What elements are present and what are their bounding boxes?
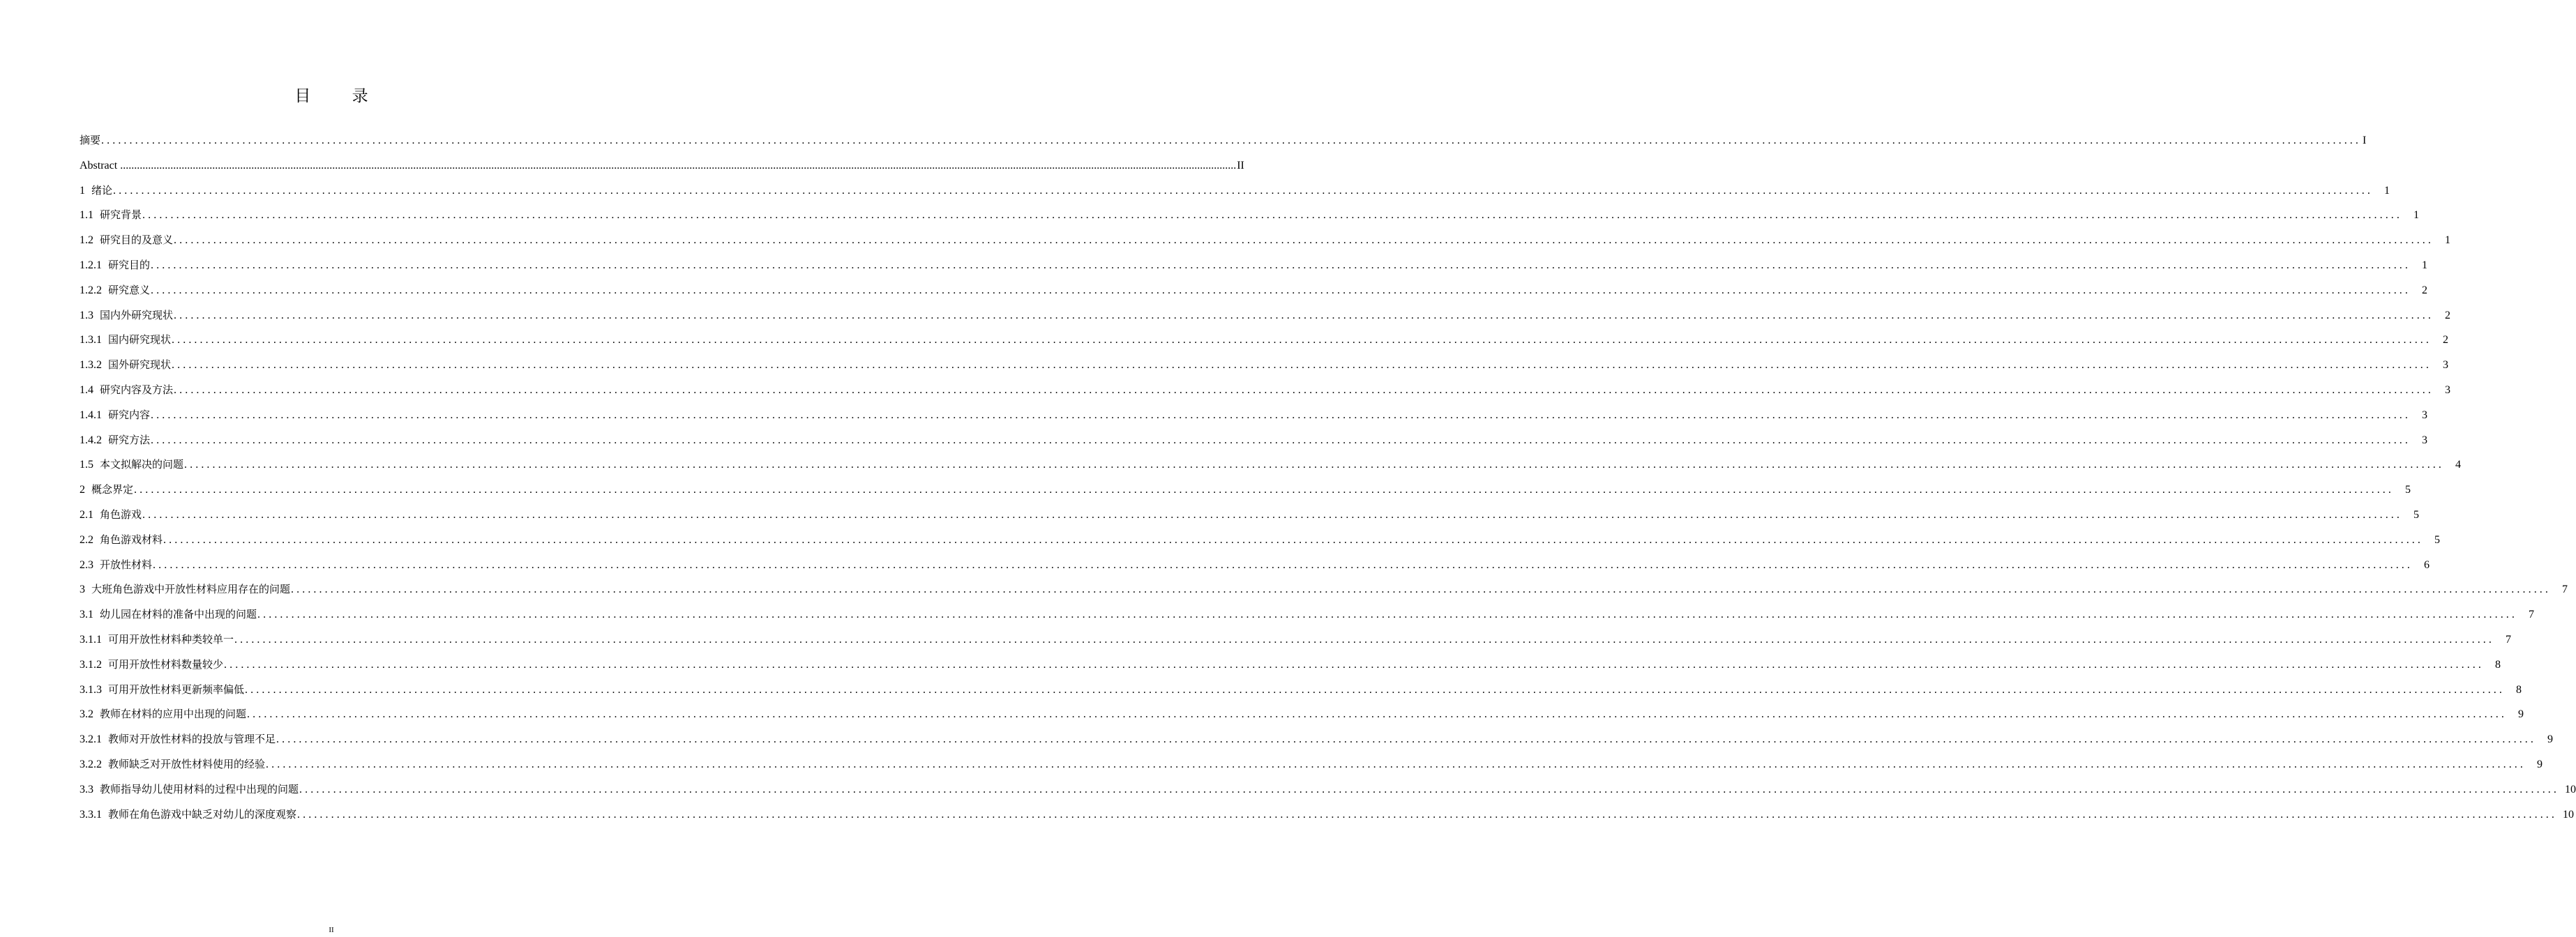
toc-entry-page: 2 — [2422, 284, 2428, 296]
toc-entry[interactable] — [80, 777, 2576, 802]
toc-entry[interactable] — [80, 678, 2522, 703]
toc-entry-label — [80, 478, 133, 503]
toc-entry[interactable] — [80, 328, 2449, 353]
toc-dot-leader: ................................................................................................................................................................................................................................................................................................................................................................................................................ — [151, 434, 2411, 446]
toc-entry-title: 摘要 — [80, 134, 101, 146]
toc-entry-label — [80, 602, 257, 627]
toc-entry-page: 1 — [2413, 209, 2420, 222]
toc-entry-title: 国内研究现状 — [108, 333, 172, 346]
toc-entry[interactable] — [80, 627, 2512, 653]
toc-entry-title: 研究内容及方法 — [100, 383, 174, 396]
toc-dot-leader: ................................................................................................................................................................................................................................................................................................................................................................................................................ — [163, 533, 2424, 546]
toc-entry-number: 3.3 — [80, 783, 93, 795]
toc-entry-page: 10 — [2563, 808, 2575, 821]
toc-entry-number: 3.2.2 — [80, 758, 102, 770]
toc-entry-number: 3 — [80, 584, 85, 596]
toc-entry-number: 1.2.2 — [80, 284, 102, 296]
toc-entry-label — [80, 727, 276, 752]
toc-entry-title: 可用开放性材料数量较少 — [108, 657, 224, 671]
toc-entry[interactable] — [80, 752, 2543, 777]
toc-entry-number: 2 — [80, 484, 85, 496]
toc-entry-label — [80, 428, 150, 453]
toc-entry-title: 绪论 — [91, 183, 113, 197]
toc-entry-title: 研究意义 — [108, 283, 151, 296]
toc-entry-number: 3.1.1 — [80, 633, 102, 646]
toc-entry[interactable] — [80, 702, 2524, 727]
toc-entry-number: 3.1.2 — [80, 658, 102, 671]
toc-dot-leader: ................................................................................................................................................................................................................................................................................................................................................................................................................ — [247, 708, 2508, 721]
toc-entry-number: 1.4 — [80, 383, 93, 396]
toc-entry-label — [80, 752, 265, 777]
toc-dot-leader: ................................................................................................................................................................................................................................................................................................................................................................................................................ — [299, 783, 2560, 795]
toc-dot-leader: ................................................................................................................................................................................................................................................................................................................................................................................................................ — [245, 683, 2506, 696]
toc-entry-title: 概念界定 — [91, 483, 134, 496]
toc-entry-page: 6 — [2424, 558, 2430, 571]
toc-entry-number: 1.4.1 — [80, 409, 102, 421]
toc-entry-page: II — [1237, 159, 1244, 172]
toc-entry-number: 2.1 — [80, 508, 93, 521]
toc-dot-leader: ................................................................................................................................................................................................................................................................................................................................................................................................................ — [174, 383, 2434, 396]
toc-entry-title: 角色游戏 — [100, 508, 142, 521]
toc-entry-page: 9 — [2537, 758, 2543, 770]
toc-entry[interactable] — [80, 128, 2367, 153]
toc-entry-label — [80, 503, 142, 528]
toc-entry-title: 本文拟解决的问题 — [100, 458, 184, 471]
toc-entry-label — [80, 777, 299, 802]
toc-entry-number: 1.4.2 — [80, 434, 102, 446]
toc-entry[interactable] — [80, 278, 2428, 303]
toc-dot-leader: ................................................................................................................................................................................................................................................................................................................................................................................................................ — [172, 359, 2432, 372]
toc-dot-leader: ................................................................................................................................................................................................................................................................................................................................................................................................................ — [266, 758, 2526, 770]
toc-dot-leader: ................................................................................................................................................................................................................................................................................................................................................................................................................ — [276, 733, 2537, 746]
toc-entry-title: 教师在角色游戏中缺乏对幼儿的深度观察 — [108, 807, 297, 821]
toc-entry-page: 1 — [2422, 259, 2428, 271]
toc-entry-page: 5 — [2413, 508, 2420, 521]
toc-entry-title: 研究方法 — [108, 433, 151, 446]
toc-entry-label — [80, 278, 150, 303]
toc-entry-number: 1.2.1 — [80, 259, 102, 271]
toc-entry-page: 7 — [2506, 633, 2512, 646]
toc-dot-leader: ................................................................................................................................................................................................................................................................................................................................................................................................................ — [224, 658, 2485, 671]
toc-entry-page: 2 — [2443, 334, 2449, 346]
toc-entry-label — [80, 627, 234, 653]
toc-entry-page: 10 — [2565, 783, 2576, 795]
toc-entry[interactable] — [80, 553, 2430, 578]
toc-entry[interactable] — [80, 503, 2420, 528]
toc-entry-title: 角色游戏材料 — [100, 533, 163, 546]
toc-entry-label — [80, 678, 244, 703]
toc-entry-label — [80, 303, 173, 328]
toc-entry-title: 研究背景 — [100, 208, 142, 222]
toc-entry[interactable] — [80, 378, 2451, 403]
toc-entry-page: 7 — [2562, 584, 2568, 596]
toc-entry-number: 2.2 — [80, 533, 93, 546]
toc-entry[interactable] — [80, 403, 2428, 428]
toc-entry-number: 2.3 — [80, 558, 93, 571]
toc-dot-leader: ................................................................................................................................................................................................................................................................................................................................................................................................................ — [291, 584, 2552, 596]
toc-entry-title: 可用开放性材料更新频率偏低 — [108, 683, 245, 696]
toc-entry-number: 3.1.3 — [80, 683, 102, 696]
toc-entry-page: 3 — [2443, 359, 2449, 372]
toc-entry-title: 教师缺乏对开放性材料使用的经验 — [108, 757, 266, 770]
toc-entry-page: 5 — [2434, 533, 2441, 546]
toc-dot-leader: ................................................................................................................................................................................................................................................................................................................................................................................................................ — [257, 609, 2518, 621]
page-title: 目 录 — [294, 87, 386, 105]
toc-entry-number: 3.1 — [80, 609, 93, 621]
toc-entry-title: 大班角色游戏中开放性材料应用存在的问题 — [91, 583, 291, 596]
toc-entry-page: 9 — [2547, 733, 2554, 746]
toc-entry-label — [80, 452, 183, 478]
toc-dot-leader: ................................................................................................................................................................................................................................................................................................................................................................................................................ — [113, 184, 2374, 197]
toc-entry-number: 1.5 — [80, 459, 93, 471]
toc-entry-page: 7 — [2529, 609, 2535, 621]
page-number: II — [329, 926, 334, 934]
toc-entry-title: 研究内容 — [108, 408, 151, 421]
toc-dot-leader: ................................................................................................................................................................................................................................................................................................................................................................................................................ — [153, 558, 2413, 571]
toc-entry[interactable] — [80, 303, 2451, 328]
toc-dot-leader: ................................................................................................................................................................................................................................................................................................................................................................................................................ — [172, 334, 2432, 346]
toc-entry-label — [80, 403, 150, 428]
toc-entry-page: 8 — [2495, 658, 2501, 671]
toc-entry-page: 8 — [2516, 683, 2522, 696]
toc-entry-page: 1 — [2384, 184, 2390, 197]
toc-entry[interactable] — [80, 228, 2451, 253]
toc-entry-title: 教师对开放性材料的投放与管理不足 — [108, 733, 276, 746]
toc-entry[interactable] — [80, 452, 2462, 478]
toc-entry-number: 1.3 — [80, 309, 93, 321]
toc-entry-number: 1.3.2 — [80, 359, 102, 372]
toc-entry-title: 研究目的 — [108, 258, 151, 271]
toc-entry-page: 4 — [2455, 459, 2462, 471]
toc-dot-leader: ................................................................................................................................................................................................................................................................................................................................................................................................................ — [134, 484, 2395, 496]
toc-entry-label — [80, 228, 173, 253]
toc-dot-leader: ................................................................................................................................................................................................................................................................................................................................................................................................................ — [142, 508, 2403, 521]
toc-entry-page: 3 — [2422, 434, 2428, 446]
toc-entry[interactable] — [80, 253, 2428, 278]
toc-dot-leader: ................................................................................................................................................................................................................................................................................................................................................................................................................ — [101, 135, 2362, 146]
toc-entry[interactable] — [80, 203, 2420, 228]
toc-entry-label — [80, 553, 152, 578]
toc-entry-number: 1.3.1 — [80, 334, 102, 346]
toc-entry-label — [80, 528, 163, 553]
toc-entry-title: 幼儿园在材料的准备中出现的问题 — [100, 608, 257, 621]
toc-entry[interactable] — [80, 528, 2441, 553]
toc-entry-label — [80, 702, 246, 727]
toc-entry-label — [80, 203, 142, 228]
toc-entry-page: 3 — [2422, 409, 2428, 421]
toc-dot-leader: ................................................................................................................................................................................................................................................................................................................................................................................................................ — [297, 808, 2558, 821]
toc-entry-label — [80, 802, 296, 828]
toc-entry-title: 国内外研究现状 — [100, 308, 174, 321]
toc-entry-title: 国外研究现状 — [108, 358, 172, 372]
toc-entry[interactable] — [80, 428, 2428, 453]
toc-entry-page: I — [2363, 135, 2367, 146]
toc-entry[interactable] — [80, 153, 1244, 178]
toc-entry-label — [80, 153, 117, 178]
toc-dot-leader: ................................................................................................................................................................................................................................................................................................................................................................................................................ — [234, 633, 2495, 646]
toc-entry[interactable] — [80, 478, 2411, 503]
toc-entry-page: 3 — [2445, 383, 2451, 396]
toc-entry-label — [80, 128, 100, 153]
toc-entry-label — [80, 653, 223, 678]
toc-entry-number: 1.2 — [80, 234, 93, 247]
toc-entry-page: 9 — [2518, 708, 2524, 721]
toc-entry[interactable] — [80, 602, 2535, 627]
toc-entry[interactable] — [80, 353, 2449, 378]
toc-entry-number: 3.3.1 — [80, 808, 102, 821]
toc-entry-title: Abstract — [80, 159, 118, 172]
toc-entry-page: 2 — [2445, 309, 2451, 321]
toc-dot-leader: ................................................................................................................................................................................................................................................................................................................................................................................................................ — [151, 409, 2411, 421]
table-of-contents — [80, 128, 2576, 827]
toc-dot-leader: ................................................................................................................................................................................................................................................................................................................................................................................................................ — [151, 259, 2411, 271]
toc-entry-label — [80, 353, 171, 378]
toc-entry-number: 3.2.1 — [80, 733, 102, 746]
toc-entry[interactable] — [80, 727, 2554, 752]
toc-entry-title: 教师指导幼儿使用材料的过程中出现的问题 — [100, 782, 299, 795]
toc-entry-label — [80, 178, 112, 204]
toc-entry-label — [80, 328, 171, 353]
toc-entry[interactable] — [80, 577, 2568, 602]
toc-entry-label — [80, 378, 173, 403]
toc-entry-page: 5 — [2405, 484, 2411, 496]
toc-dot-leader: ................................................................................................................................................................................................................................................................................................................................................................................................................ — [151, 284, 2411, 296]
toc-dot-leader: ................................................................................................................................................................................................................................................................................................................................................................................................................ — [184, 459, 2445, 471]
toc-entry-number: 3.2 — [80, 708, 93, 721]
toc-entry-number: 1 — [80, 184, 85, 197]
toc-entry[interactable] — [80, 653, 2501, 678]
toc-entry[interactable] — [80, 802, 2575, 828]
toc-entry[interactable] — [80, 178, 2390, 204]
toc-dot-leader: ................................................................................................................................................................................................................................................................................................................................................................................................................ — [174, 309, 2434, 321]
toc-dot-leader: ................................................................................................................................................................................................................................................................................................................................................................................................................ — [142, 209, 2403, 222]
toc-entry-title: 研究目的及意义 — [100, 234, 174, 247]
toc-dot-leader: ................................................................................................................................................................................................................................................................................................................................................................................................................ — [120, 159, 1237, 172]
toc-entry-title: 开放性材料 — [100, 558, 153, 571]
toc-entry-title: 可用开放性材料种类较单一 — [108, 632, 234, 646]
toc-entry-label — [80, 253, 150, 278]
toc-entry-page: 1 — [2445, 234, 2451, 247]
toc-entry-label — [80, 577, 290, 602]
toc-entry-title: 教师在材料的应用中出现的问题 — [100, 708, 247, 721]
toc-dot-leader: ................................................................................................................................................................................................................................................................................................................................................................................................................ — [174, 234, 2434, 247]
toc-entry-number: 1.1 — [80, 209, 93, 222]
